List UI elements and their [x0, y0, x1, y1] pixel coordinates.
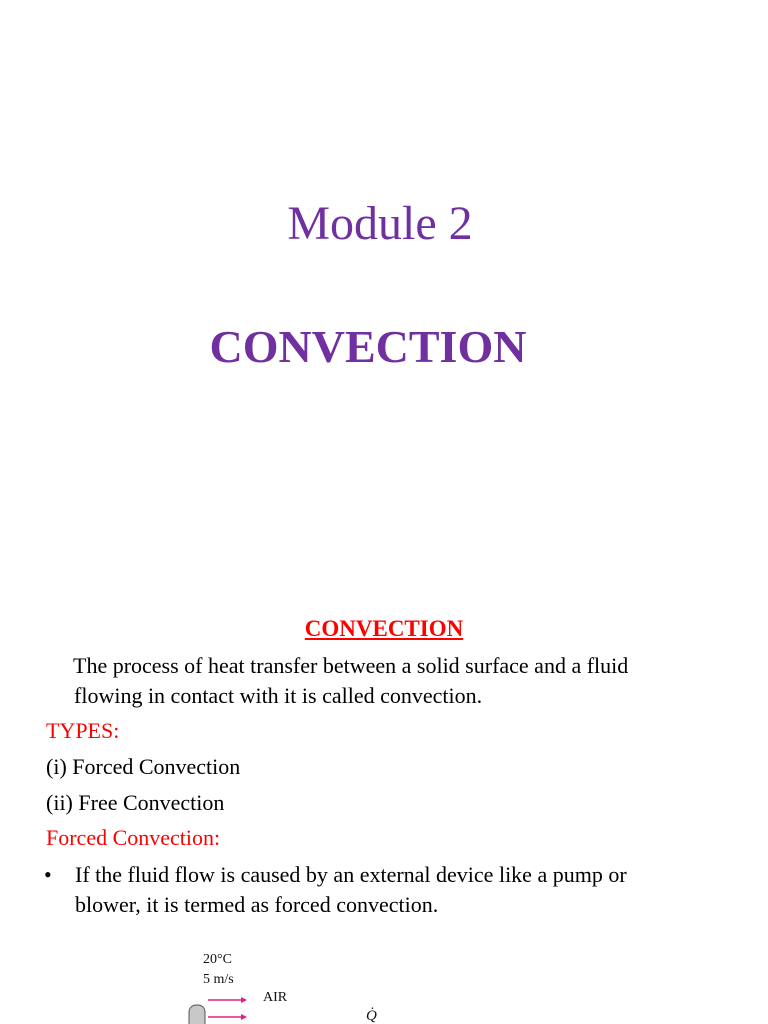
figure-air-label: AIR	[263, 990, 288, 1005]
forced-convection-figure	[185, 990, 265, 1024]
section-heading: CONVECTION	[304, 616, 464, 641]
figure-temperature: 20°C	[203, 952, 232, 967]
topic-title: CONVECTION	[209, 321, 527, 372]
types-label: TYPES:	[46, 718, 120, 743]
module-title: Module 2	[287, 197, 473, 250]
bullet-line-1: If the fluid flow is caused by an external device like a pump or	[75, 862, 627, 887]
bullet-line-2: blower, it is termed as forced convection.	[75, 892, 439, 917]
fan-blade-icon	[189, 1005, 205, 1024]
definition-paragraph	[74, 651, 744, 711]
bullet-text	[75, 860, 745, 920]
definition-line-2: flowing in contact with it is called convection.	[74, 683, 483, 708]
type-forced: (i) Forced Convection	[46, 754, 241, 779]
figure-velocity: 5 m/s	[203, 972, 234, 987]
definition-line-1: The process of heat transfer between a solid surface and a fluid	[73, 653, 629, 678]
type-free: (ii) Free Convection	[46, 790, 225, 815]
air-arrow-icon	[208, 997, 247, 1003]
figure-heat-symbol: Q̇	[366, 1008, 377, 1024]
bullet-marker: •	[44, 862, 52, 887]
air-arrow-icon	[208, 1014, 247, 1020]
forced-convection-label: Forced Convection:	[46, 825, 221, 850]
